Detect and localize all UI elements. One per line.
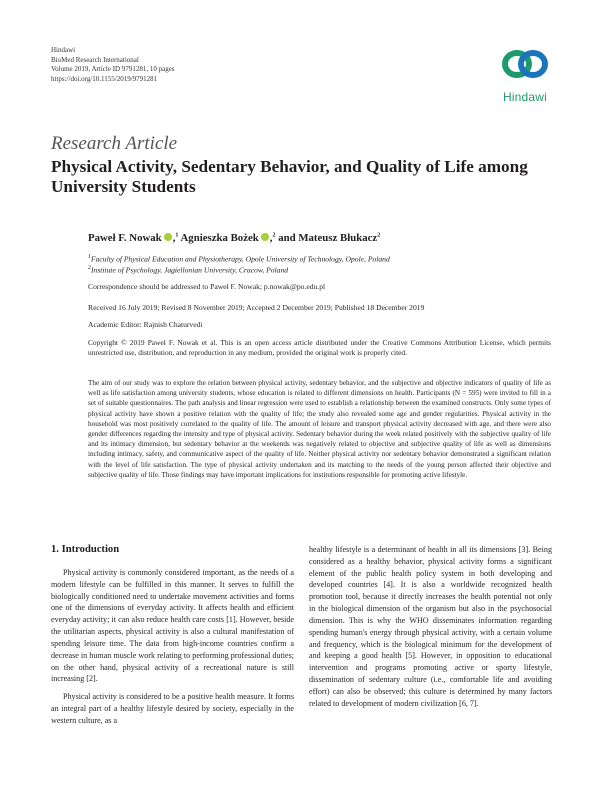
right-column [309, 544, 552, 709]
journal-publisher: Hindawi [51, 46, 76, 54]
article-title: Physical Activity, Sedentary Behavior, and Quality of Life among University Students [51, 157, 528, 196]
orcid-icon[interactable] [164, 233, 172, 241]
publication-dates: Received 16 July 2019; Revised 8 November 2019; Accepted 2 December 2019; Published 18 December 2019 [88, 303, 425, 312]
author-list [88, 232, 380, 244]
author-separator: , [269, 232, 273, 244]
affiliation-mark: 2 [88, 265, 91, 271]
hindawi-logo-text: Hindawi [502, 90, 548, 104]
author-conjunction: and [278, 232, 296, 244]
affiliation [88, 254, 390, 264]
section-heading: 1. Introduction [51, 544, 120, 555]
affiliation [88, 265, 288, 275]
abstract: The aim of our study was to explore the relation between physical activity, sedentary behavior, and the subjective and objective indicators of quality of life as well as life satisfaction among university students, whose education is related to different dimensions on health. Participants (N = 595) were invited to fill in a set of suitable questionnaires. The path analysis and linear regression were used to establish a relationship between the examined constructs. Only some types of physical activity have shown a positive relation with the quality of life; the study also revealed some age and gender regularities. Physical activity in the household was most positively correlated to the quality of life. The amount of leisure and transport physical activity decreased with age, and there were also gender differences regarding the intensity and type of physical activity. Sedentary behavior during the week related positively with the subjective quality of life and its intimacy dimension, but sedentary behavior at the weekends was negatively related to objective and subjective quality of life as well as dimensions including intimacy, safety, and communicative aspect of the quality of life. Neither physical activity nor sedentary behavior demonstrated a significant relation with the level of life satisfaction. The type of physical activity undertaken and its matching to the needs of the young person affected their objective and subjective quality of life. Those findings may have important implications for institutions responsible for promoting active lifestyle. [88, 379, 551, 479]
paragraph: Physical activity is commonly considered important, as the needs of a modern lifestyle can be fulfilled in this manner. It serves to fulfill the biologically conditioned need to undertake movement activities and forms one of the dimensions of everyday activity. It affects health and efficient everyday activity; it can also reduce health care costs [1]. However, beside the utilitarian aspects, physical activity is also a cultural manifestation of spending leisure time. The data from high-income countries confirm a decrease in human muscle work relating to performing professional duties; on the other hand, physical activity of a recreational nature is still increasing [2]. [51, 568, 294, 684]
correspondence: Correspondence should be addressed to Paweł F. Nowak; p.nowak@po.edu.pl [88, 282, 326, 291]
affiliation-text: Faculty of Physical Education and Physiotherapy, Opole University of Technology, Opole, Poland [91, 254, 390, 264]
author-separator: , [172, 232, 176, 244]
affiliation-mark: 1 [88, 254, 91, 260]
author-affiliation-mark: 1 [175, 232, 179, 239]
journal-volume: Volume 2019, Article ID 9791281, 10 pages [51, 65, 175, 74]
hindawi-logo-icon [500, 42, 550, 86]
academic-editor: Academic Editor: Rajnish Chaturvedi [88, 320, 203, 329]
left-column [51, 567, 294, 727]
copyright-notice: Copyright © 2019 Paweł F. Nowak et al. This is an open access article distributed under the Creative Commons Attribution License, which permits unrestricted use, distribution, and reproduction in any medium, provided the original work is properly cited. [88, 338, 551, 358]
hindawi-logo[interactable] [492, 42, 558, 106]
orcid-icon[interactable] [261, 233, 269, 241]
article-type: Research Article [51, 133, 178, 154]
author-affiliation-mark: 2 [272, 232, 276, 239]
affiliation-text: Institute of Psychology, Jagiellonian University, Cracow, Poland [91, 265, 289, 275]
journal-meta [51, 46, 175, 84]
paragraph: Physical activity is considered to be a positive health measure. It forms an integral part of a healthy lifestyle desired by society, especially in the western culture, as a [51, 692, 294, 725]
journal-doi[interactable]: https://doi.org/10.1155/2019/9791281 [51, 74, 158, 83]
author-name: Paweł F. Nowak [88, 232, 162, 244]
journal-name: BioMed Research International [51, 55, 139, 64]
author-name: Agnieszka Bożek [180, 232, 259, 244]
author-affiliation-mark: 2 [377, 232, 381, 239]
paragraph: healthy lifestyle is a determinant of health in all its dimensions [3]. Being considered as a healthy behavior, physical activity forms a significant element of the public health policy system in both developing and developed countries [4]. It is also a worldwide recognized health promotion tool, because it directly increases the health potential not only in the biological dimension of the organism but also in the psychosocial dimension. This is why the WHO disseminates information regarding spending human's energy through physical activity, with a certain volume and frequency, which is the biological minimum for the development of and keeping a good health [5]. However, in opposition to educational intervention and programs promoting active or sporty lifestyle, dissemination of sedentary culture (i.e., comfortable life and avoiding effort) can also be observed; this culture is determined by many factors related to development of modern civilization [6, 7]. [309, 545, 552, 708]
author-name: Mateusz Błukacz [298, 232, 378, 244]
